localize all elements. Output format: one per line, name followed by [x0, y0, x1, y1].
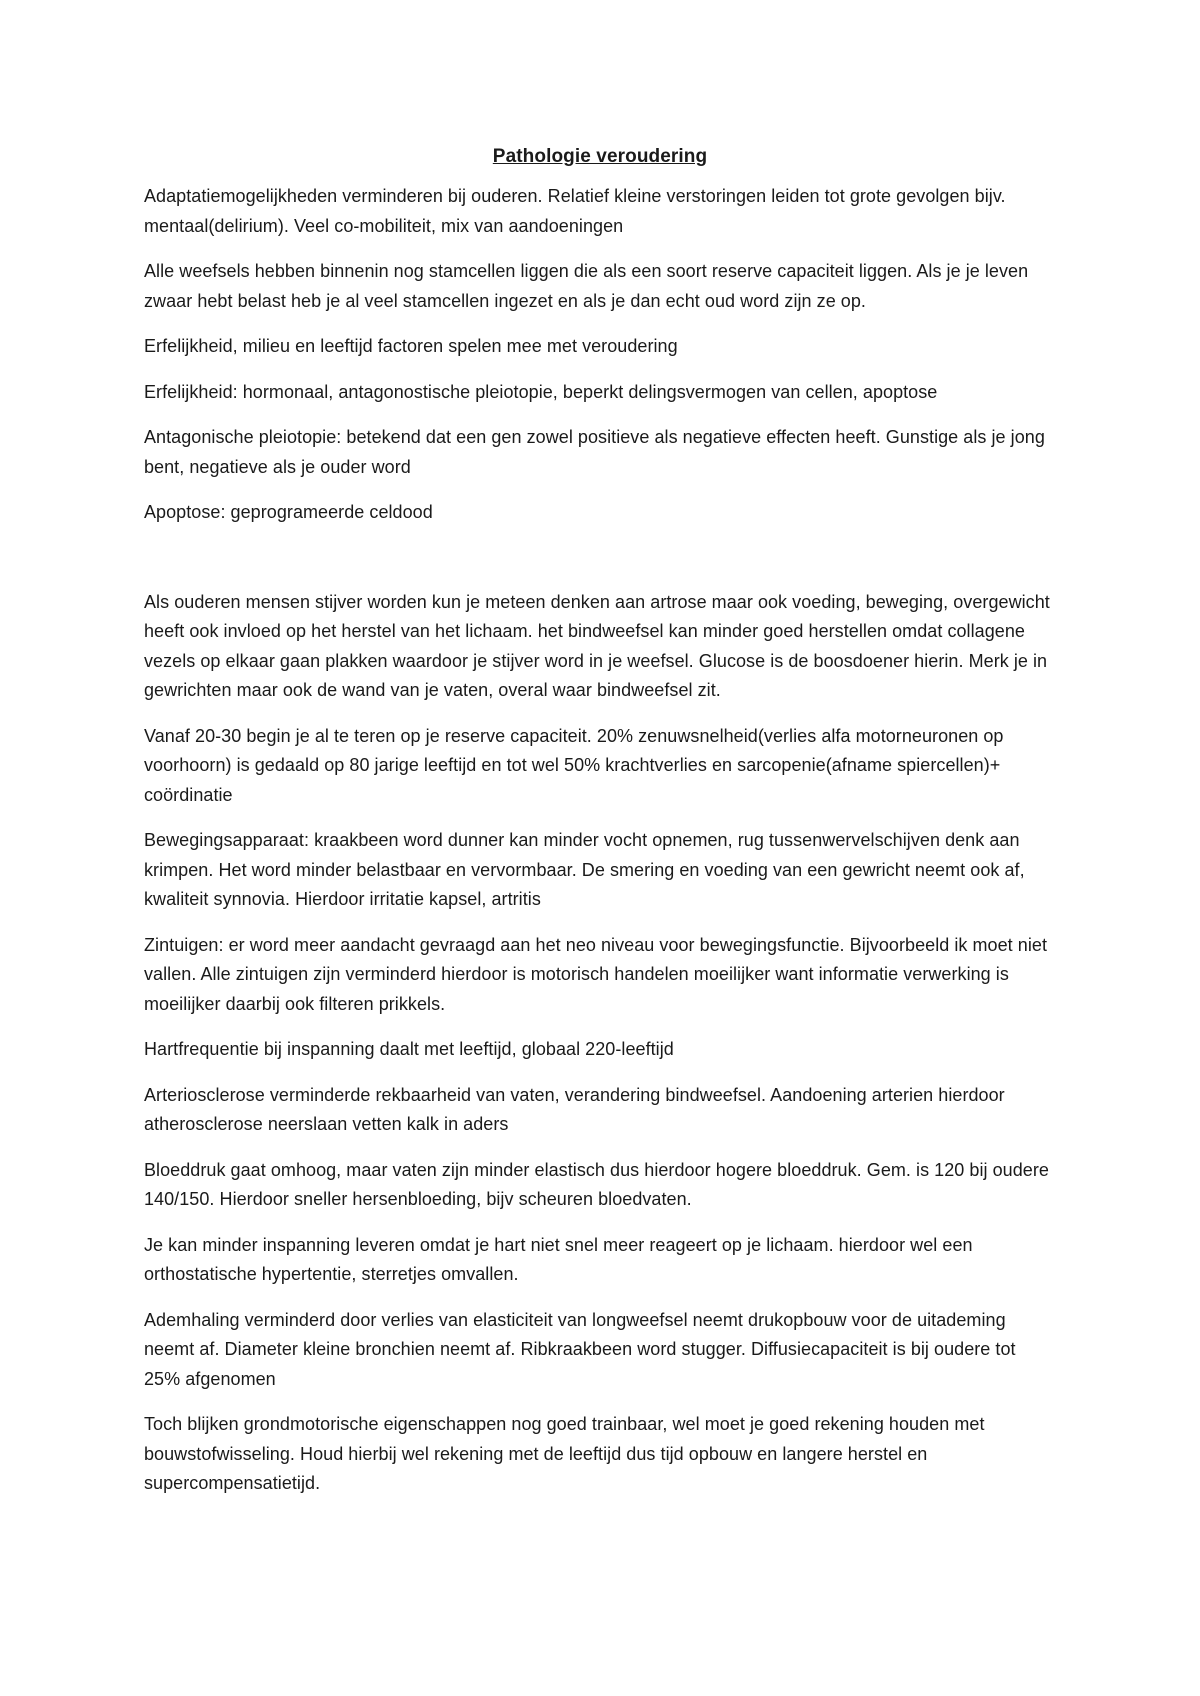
paragraph: Arteriosclerose verminderde rekbaarheid van vaten, verandering bindweefsel. Aandoening arterien hierdoor atherosclerose neerslaan vetten kalk in aders — [144, 1084, 1005, 1134]
paragraph: Bloeddruk gaat omhoog, maar vaten zijn minder elastisch dus hierdoor hogere bloeddruk. Gem. is 120 bij oudere 140/150. Hierdoor sneller hersenbloeding, bijv scheuren bloedvaten. — [144, 1159, 1049, 1209]
paragraph: Hartfrequentie bij inspanning daalt met leeftijd, globaal 220-leeftijd — [144, 1039, 674, 1059]
paragraph: Apoptose: geprogrameerde celdood — [144, 502, 433, 522]
paragraph: Vanaf 20-30 begin je al te teren op je reserve capaciteit. 20% zenuwsnelheid(verlies alfa motorneuronen op voorhoorn) is gedaald op 80 jarige leeftijd en tot wel 50% krachtverlies en sarcopenie(afname spiercellen)+ coördinatie — [144, 725, 1004, 805]
blank-line-spacer — [144, 544, 1056, 588]
paragraph: Erfelijkheid, milieu en leeftijd factoren spelen mee met veroudering — [144, 336, 678, 356]
paragraph: Toch blijken grondmotorische eigenschappen nog goed trainbaar, wel moet je goed rekening houden met bouwstofwisseling. Houd hierbij wel rekening met de leeftijd dus tijd opbouw en langere herstel en supercompensatietijd. — [144, 1414, 985, 1493]
paragraph: Als ouderen mensen stijver worden kun je meteen denken aan artrose maar ook voeding, beweging, overgewicht heeft ook invloed op het herstel van het lichaam. het bindweefsel kan minder goed herstellen omdat collagene vezels op elkaar gaan plakken waardoor je stijver word in je weefsel. Glucose is de boosdoener hierin. Merk je in gewrichten maar ook de wand van je vaten, overal waar bindweefsel zit. — [144, 591, 1050, 700]
paragraph: Alle weefsels hebben binnenin nog stamcellen liggen die als een soort reserve capaciteit liggen. Als je je leven zwaar hebt belast heb je al veel stamcellen ingezet en als je dan echt oud word zijn ze op. — [144, 261, 1029, 311]
paragraph: Adaptatiemogelijkheden verminderen bij ouderen. Relatief kleine verstoringen leiden tot grote gevolgen bijv. mentaal(delirium). Veel co-mobiliteit, mix van aandoeningen — [144, 186, 1006, 236]
document-body — [144, 146, 1056, 1515]
paragraph: Ademhaling verminderd door verlies van elasticiteit van longweefsel neemt drukopbouw voor de uitademing neemt af. Diameter kleine bronchien neemt af. Ribkraakbeen word stugger. Diffusiecapaciteit is bij oudere tot 25% afgenomen — [144, 1309, 1016, 1389]
paragraph: Zintuigen: er word meer aandacht gevraagd aan het neo niveau voor bewegingsfunctie. Bijvoorbeeld ik moet niet vallen. Alle zintuigen zijn verminderd hierdoor is motorisch handelen moeilijker want informatie verwerking is moeilijker daarbij ook filteren prikkels. — [144, 934, 1048, 1014]
paragraph: Je kan minder inspanning leveren omdat je hart niet snel meer reageert op je lichaam. hierdoor wel een orthostatische hypertentie, sterretjes omvallen. — [144, 1234, 973, 1284]
paragraph: Erfelijkheid: hormonaal, antagonostische pleiotopie, beperkt delingsvermogen van cellen, apoptose — [144, 381, 938, 402]
document-title: Pathologie veroudering — [492, 146, 708, 167]
paragraph: Bewegingsapparaat: kraakbeen word dunner kan minder vocht opnemen, rug tussenwervelschijven denk aan krimpen. Het word minder belastbaar en vervormbaar. De smering en voeding van een gewricht neemt ook af, kwaliteit synnovia. Hierdoor irritatie kapsel, artritis — [144, 830, 1025, 909]
paragraph: Antagonische pleiotopie: betekend dat een gen zowel positieve als negatieve effecten heeft. Gunstige als je jong bent, negatieve als je ouder word — [144, 427, 1045, 477]
